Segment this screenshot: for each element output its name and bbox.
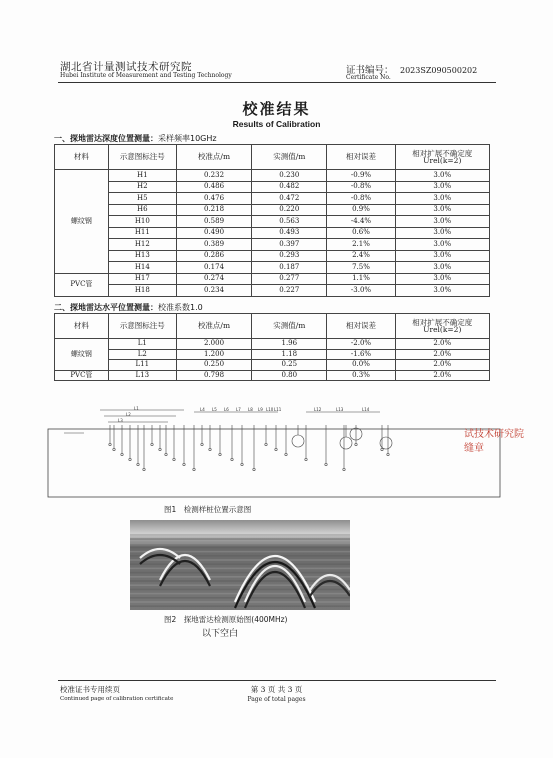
diagram-label: L12 — [314, 407, 322, 412]
diagram-label: L1 — [134, 406, 139, 411]
table-cell: L13 — [108, 370, 176, 381]
table-cell: 0.486 — [176, 181, 251, 193]
header-cell: 相对扩展不确定度Urel(k=2) — [395, 314, 489, 339]
header-cell: 实测值/m — [252, 314, 327, 339]
table-cell: 1.18 — [252, 349, 327, 360]
table-cell: 2.1% — [327, 239, 395, 251]
table-cell: H11 — [108, 227, 176, 239]
table-row — [55, 216, 490, 228]
footer-rule — [58, 680, 496, 681]
table-cell: 0.798 — [176, 370, 251, 381]
table-header-row — [55, 314, 490, 339]
table-cell: 3.0% — [395, 250, 489, 262]
table-cell: 0.220 — [252, 204, 327, 216]
diagram-label: L7 — [236, 407, 241, 412]
diagram-label: L5 — [212, 407, 217, 412]
table-cell: H18 — [108, 285, 176, 297]
section1-heading — [54, 133, 217, 144]
footer-page-cn: 第 3 页 共 3 页 — [250, 685, 303, 694]
table-cell: 7.5% — [327, 262, 395, 274]
table-cell: 0.472 — [252, 193, 327, 205]
depth-table — [54, 144, 490, 297]
table-cell: 0.230 — [252, 170, 327, 182]
stamp-line2: 缝章 — [464, 443, 484, 454]
table-cell: 1.96 — [252, 339, 327, 350]
table-cell: 0.6% — [327, 227, 395, 239]
table-cell: 0.0% — [327, 360, 395, 371]
table-cell: 2.0% — [395, 339, 489, 350]
table-cell: -3.0% — [327, 285, 395, 297]
table-cell: 3.0% — [395, 181, 489, 193]
table-row — [55, 360, 490, 371]
table-cell: 1.200 — [176, 349, 251, 360]
section2-title: 二、探地雷达水平位置测量： — [54, 303, 158, 312]
table-cell: H13 — [108, 250, 176, 262]
table-cell: -0.8% — [327, 193, 395, 205]
diagram-label: L3 — [118, 418, 123, 423]
figure2-caption: 图2 探地雷达检测原始图(400MHz) — [164, 615, 288, 624]
table-cell: 1.1% — [327, 273, 395, 285]
diagram-label: L13 — [336, 407, 344, 412]
table-row — [55, 339, 490, 350]
org-name-cn: 湖北省计量测试技术研究院 — [60, 61, 192, 73]
header-cell: 相对误差 — [327, 314, 395, 339]
table-cell: -0.8% — [327, 181, 395, 193]
header-cell: 校准点/m — [176, 314, 251, 339]
table-cell: H2 — [108, 181, 176, 193]
table-cell: 0.232 — [176, 170, 251, 182]
header-cell: 相对扩展不确定度Urel(k=2) — [395, 145, 489, 170]
diagram-label: L2 — [126, 412, 131, 417]
table-cell: 3.0% — [395, 262, 489, 274]
table-cell: 0.274 — [176, 273, 251, 285]
horizontal-table — [54, 313, 490, 381]
table-cell: L11 — [108, 360, 176, 371]
table-cell: 0.397 — [252, 239, 327, 251]
page-title-cn: 校准结果 — [242, 100, 311, 118]
table-cell: H17 — [108, 273, 176, 285]
page-title-en: Results of Calibration — [232, 119, 321, 129]
table-cell: 0.25 — [252, 360, 327, 371]
table-row — [55, 349, 490, 360]
table-cell: 0.490 — [176, 227, 251, 239]
section1-title: 一、探地雷达深度位置测量： — [54, 134, 158, 143]
material-cell: PVC管 — [55, 370, 109, 381]
table-cell: H5 — [108, 193, 176, 205]
table-cell: 0.187 — [252, 262, 327, 274]
header-cell: 材料 — [55, 145, 109, 170]
table-cell: 3.0% — [395, 204, 489, 216]
cert-number: 2023SZ090500202 — [400, 66, 478, 75]
table-row — [55, 193, 490, 205]
table-row — [55, 204, 490, 216]
header-rule — [58, 82, 496, 83]
table-cell: 0.286 — [176, 250, 251, 262]
figure1-caption: 图1 检测样桩位置示意图 — [164, 505, 252, 514]
diagram-label: L11 — [274, 407, 282, 412]
radar-raw-image — [130, 520, 350, 610]
footer-left-cn: 校准证书专用续页 — [60, 685, 120, 694]
table-cell: 0.482 — [252, 181, 327, 193]
section2-heading — [54, 302, 203, 313]
table-cell: 0.9% — [327, 204, 395, 216]
table-cell: 0.389 — [176, 239, 251, 251]
table-cell: 0.218 — [176, 204, 251, 216]
table-cell: L2 — [108, 349, 176, 360]
table-cell: H6 — [108, 204, 176, 216]
table-cell: 2.0% — [395, 349, 489, 360]
table-cell: 2.4% — [327, 250, 395, 262]
table-row — [55, 285, 490, 297]
table-cell: 3.0% — [395, 193, 489, 205]
table-row — [55, 273, 490, 285]
table-row — [55, 239, 490, 251]
diagram-label: L9 — [258, 407, 263, 412]
table-cell: 3.0% — [395, 227, 489, 239]
table-cell: -1.6% — [327, 349, 395, 360]
footer-left-en: Continued page of calibration certificate — [60, 696, 174, 702]
header-cell: 示意图标注号 — [108, 145, 176, 170]
blank-note: 以下空白 — [202, 629, 239, 639]
table-cell: 3.0% — [395, 216, 489, 228]
diagram-label: L6 — [224, 407, 229, 412]
header-cell: 校准点/m — [176, 145, 251, 170]
table-cell: 3.0% — [395, 273, 489, 285]
table-row — [55, 181, 490, 193]
header-cell: 相对误差 — [327, 145, 395, 170]
table-cell: 0.3% — [327, 370, 395, 381]
table-cell: 0.563 — [252, 216, 327, 228]
table-cell: -2.0% — [327, 339, 395, 350]
header-cell: 材料 — [55, 314, 109, 339]
table-cell: 0.277 — [252, 273, 327, 285]
cert-label-cn: 证书编号： — [346, 65, 394, 76]
material-cell: 螺纹钢 — [55, 170, 109, 274]
table-cell: 0.589 — [176, 216, 251, 228]
table-row — [55, 227, 490, 239]
table-cell: 3.0% — [395, 170, 489, 182]
table-cell: H1 — [108, 170, 176, 182]
table-row — [55, 250, 490, 262]
table-cell: 3.0% — [395, 285, 489, 297]
table-cell: 0.293 — [252, 250, 327, 262]
table-row — [55, 370, 490, 381]
section1-note: 采样频率10GHz — [158, 134, 217, 143]
table-header-row — [55, 145, 490, 170]
table-cell: H12 — [108, 239, 176, 251]
org-name-en: Hubei Institute of Measurement and Testing Technology — [60, 72, 232, 79]
seal-stamp — [464, 428, 534, 460]
footer-page-en: Page of total pages — [247, 696, 306, 703]
slab-outline — [48, 429, 500, 497]
table-cell: -4.4% — [327, 216, 395, 228]
table-cell: 2.0% — [395, 370, 489, 381]
table-cell: 0.476 — [176, 193, 251, 205]
table-cell: 2.0% — [395, 360, 489, 371]
diagram-label: L14 — [362, 407, 370, 412]
material-cell: 螺纹钢 — [55, 339, 109, 371]
table-row — [55, 170, 490, 182]
diagram-label: L4 — [200, 407, 205, 412]
diagram-label: L10 — [266, 407, 274, 412]
table-cell: H14 — [108, 262, 176, 274]
diagram-label: L8 — [248, 407, 253, 412]
table-cell: -0.9% — [327, 170, 395, 182]
table-cell: 3.0% — [395, 239, 489, 251]
table-cell: 0.227 — [252, 285, 327, 297]
table-row — [55, 262, 490, 274]
header-cell: 实测值/m — [252, 145, 327, 170]
material-cell: PVC管 — [55, 273, 109, 296]
table-cell: 0.174 — [176, 262, 251, 274]
sample-position-diagram — [44, 403, 502, 501]
section2-note: 校准系数1.0 — [158, 303, 203, 312]
table-cell: 0.234 — [176, 285, 251, 297]
table-cell: 0.493 — [252, 227, 327, 239]
table-cell: 0.250 — [176, 360, 251, 371]
cert-label-en: Certificate No. — [346, 74, 391, 81]
table-cell: H10 — [108, 216, 176, 228]
table-cell: L1 — [108, 339, 176, 350]
header-cell: 示意图标注号 — [108, 314, 176, 339]
table-cell: 0.80 — [252, 370, 327, 381]
table-cell: 2.000 — [176, 339, 251, 350]
stamp-line1: 试技术研究院 — [464, 429, 524, 440]
